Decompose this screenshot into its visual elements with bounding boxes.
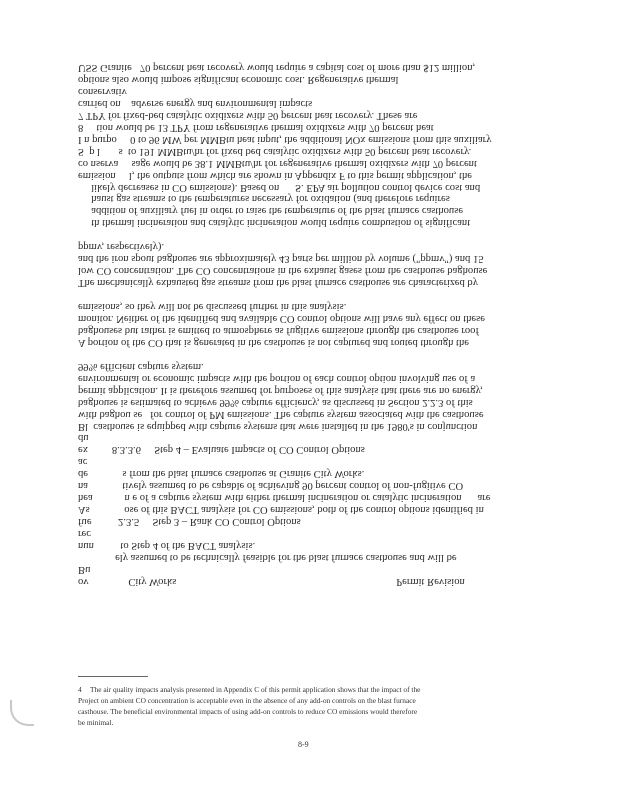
text-line: rec xyxy=(78,528,91,540)
text-line: Bl casthouse is equipped with capture systems that were installed in the 1980's in conjunction xyxy=(78,420,478,432)
text-line: baghouse is estimated to achieve 99% capture efficiency, as discussed in Section 2.2.3 of this xyxy=(78,396,473,408)
text-line: haust gas streams to the temperatures necessary for oxidation (and therefore requires xyxy=(78,193,450,205)
text-line: ex 8.3.3.6 Step 4 – Evaluate Impacts of CO Control Options xyxy=(78,444,365,456)
footnote-marker: 4 xyxy=(78,685,82,694)
text-line: options also would impose significant economic cost. Regenerative thermal xyxy=(78,73,399,85)
text-line: and the iron spout baghouse are approximately 43 parts per million by volume ("ppmv") and 15 xyxy=(78,253,484,265)
text-line: 99% efficient capture system. xyxy=(78,360,204,372)
text-line: monitor. Neither of the identified and available CO control options will have any effect on these xyxy=(78,312,485,324)
text-line: with baghou se for control of PM emissions. The capture system associated with the casthouse xyxy=(78,408,484,420)
scan-curl-mark xyxy=(10,700,34,726)
text-line: de s from the blast furnace casthouse at Granite City Works. xyxy=(78,468,365,480)
text-line: baghouses but rather is emitted to atmosphere as fugitive emissions through the casthouse roof xyxy=(78,324,480,336)
page-number: 8-9 xyxy=(298,740,309,749)
text-line: A portion of the CO that is generated in the casthouse is not captured and routed through the xyxy=(78,336,469,348)
text-line: ppmv, respectively). xyxy=(78,241,165,253)
text-line: nun to Step 4 of the BACT analysis. xyxy=(78,540,256,551)
text-line: emissions, so they will not be discussed further in this analysis. xyxy=(78,301,347,312)
footnote-line-2: Project on ambient CO concentration is acceptable even in the absence of any add-on controls on the blast furnace xyxy=(78,696,416,705)
text-line: permit application. It is therefore assumed for purposes of this analysis that there are no energy, xyxy=(78,384,483,396)
text-line: USS Granite 70 percent heat recovery would require a capital cost of more than $12 million, xyxy=(78,62,476,73)
text-line: ely assumed to be technically feasible for the blast furnace casthouse and will be xyxy=(78,551,457,563)
text-line: co nserva sage would be 38.1 MMBtu/hr for regenerative thermal oxidizers with 70 percent xyxy=(78,157,477,169)
footnote-line-1: The air quality impacts analysis presented in Appendix C of this permit application shows that the impact of the xyxy=(90,685,421,694)
text-line: carried on adverse energy and environmental impacts xyxy=(78,97,313,109)
text-line: likely decreases in CO emissions). Based on S. EPA air pollution control device cost and xyxy=(78,181,481,193)
text-line: The mechanically exhausted gas streams from the blast furnace casthouse are characterized by xyxy=(78,277,479,289)
text-line: na tively assumed to be capable of achieving 90 percent control of non-fugitive CO xyxy=(78,480,464,492)
text-line: th thermal incineration and catalytic incineration would require combustion of significant xyxy=(78,217,471,229)
footnote-line-4: be minimal. xyxy=(78,718,114,727)
text-line: addition of auxiliary fuel in order to raise the temperature of the blast furnace casthouse xyxy=(78,205,464,217)
text-line: du xyxy=(78,432,89,444)
text-line: ac xyxy=(78,456,88,468)
text-line: fue 2.3.5 Step 3 – Rank CO Control Options xyxy=(78,516,301,528)
text-line: 7 TPY for fixed-bed catalytic oxidizers with 50 percent heat recovery. These are xyxy=(78,109,418,121)
text-line: 8 tion would be 13 TPY from regenerative thermal oxidizers with 70 percent heat xyxy=(78,121,434,133)
text-line: Bu xyxy=(78,563,91,575)
text-line: S p l s to 191 MMBtu/hr for fixed bed catalytic oxidizers with 50 percent heat recovery. xyxy=(78,145,472,157)
text-line: ov City Works Permit Revision xyxy=(78,575,465,587)
text-line: As ose of this BACT analysis for CO emissions, both of the control options identified in xyxy=(78,504,484,516)
footnote-line-3: casthouse. The beneficial environmental impacts of using add-on controls to reduce CO emissions would therefore xyxy=(78,707,418,716)
footnote-rule xyxy=(78,676,148,677)
text-line: emission l, the outputs from which are shown in Appendix F to this permit application, the xyxy=(78,169,472,181)
text-line: hea n e of a capture system with either thermal incineration or catalytic incineration are xyxy=(78,492,491,504)
text-line: environmental or economic impacts with the portion of each control option involving use of a xyxy=(78,372,476,384)
text-line: conservativ xyxy=(78,85,127,97)
text-line: low CO concentration. The CO concentrations in the exhaust gases from the casthouse baghouse xyxy=(78,265,488,277)
text-line: I n purpo 0 to 96 MW per MMBtu heat input, the additional NOx emissions from this auxiliary xyxy=(78,133,492,145)
